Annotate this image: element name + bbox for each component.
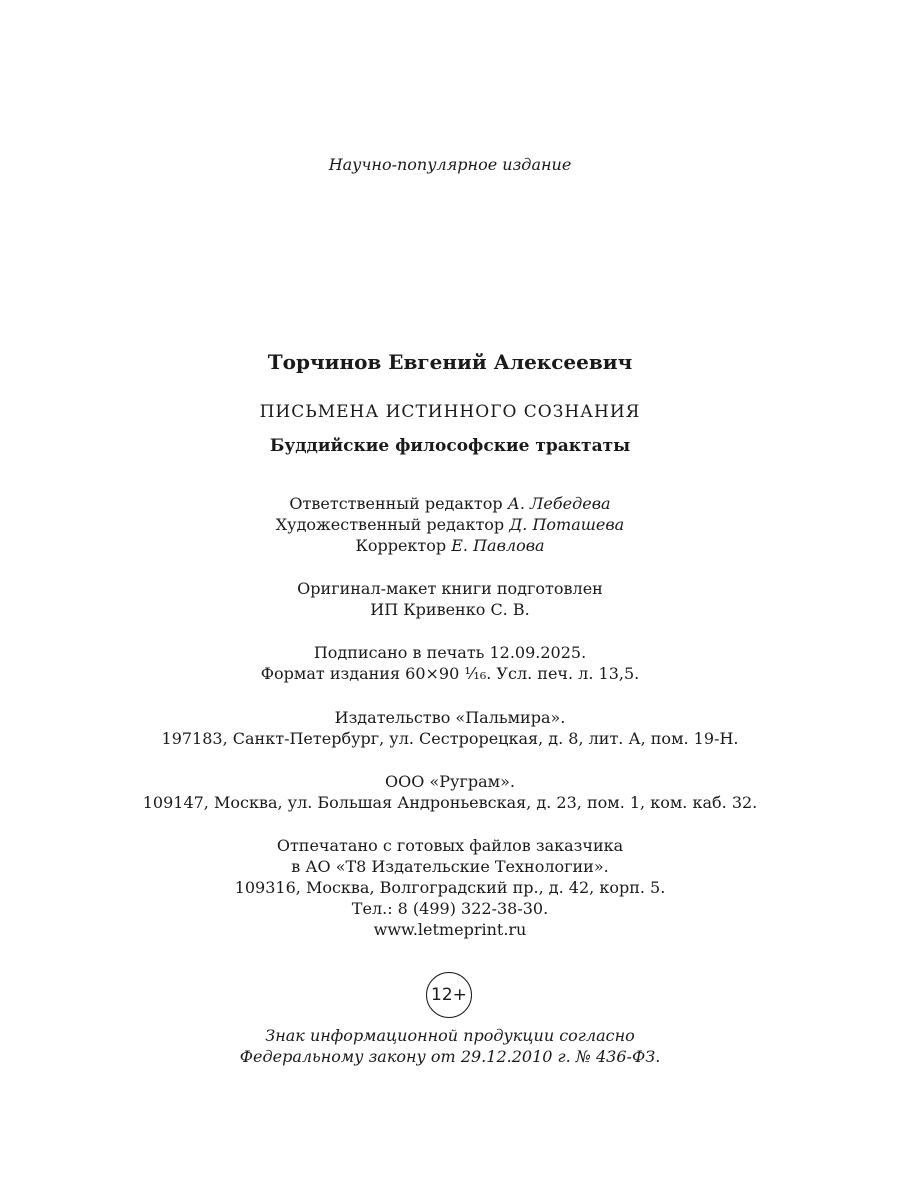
- printer-line2: в АО «Т8 Издательские Технологии».: [291, 857, 609, 876]
- layout-prepared-line1: Оригинал-макет книги подготовлен: [297, 579, 603, 598]
- art-editor: [0, 514, 900, 536]
- printer-address: 109316, Москва, Волгоградский пр., д. 42, корп. 5.: [234, 878, 666, 897]
- corrector-label: Корректор: [355, 536, 447, 555]
- responsible-editor-label: Ответственный редактор: [289, 494, 503, 513]
- responsible-editor-name: А. Лебедева: [507, 494, 611, 513]
- info-sign-line2: Федеральному закону от 29.12.2010 г. № 436-ФЗ.: [239, 1047, 661, 1066]
- responsible-editor: [0, 493, 900, 515]
- printer-website: www.letmeprint.ru: [373, 920, 527, 939]
- book-subtitle: Буддийские философские трактаты: [269, 436, 631, 456]
- edition-type: Научно-популярное издание: [328, 155, 572, 174]
- age-rating-text: 12+: [431, 985, 467, 1005]
- publisher-name: Издательство «Пальмира».: [334, 708, 566, 727]
- age-rating-badge: [426, 972, 472, 1018]
- print-format: Формат издания 60×90 ¹⁄₁₆. Усл. печ. л. 13,5.: [260, 664, 640, 683]
- corrector: [0, 535, 900, 557]
- art-editor-name: Д. Поташева: [509, 515, 625, 534]
- printer-line1: Отпечатано с готовых файлов заказчика: [276, 836, 624, 855]
- author-name: Торчинов Евгений Алексеевич: [267, 350, 633, 374]
- publisher-address: 197183, Санкт-Петербург, ул. Сестрорецкая, д. 8, лит. А, пом. 19-Н.: [161, 729, 739, 748]
- layout-prepared-line2: ИП Кривенко С. В.: [370, 600, 530, 619]
- print-signed: Подписано в печать 12.09.2025.: [313, 643, 587, 662]
- art-editor-label: Художественный редактор: [275, 515, 505, 534]
- printer-phone: Тел.: 8 (499) 322-38-30.: [351, 899, 549, 918]
- company-name: ООО «Руграм».: [385, 772, 515, 791]
- corrector-name: Е. Павлова: [451, 536, 545, 555]
- info-sign-line1: Знак информационной продукции согласно: [265, 1026, 635, 1045]
- company-address: 109147, Москва, ул. Большая Андроньевская, д. 23, пом. 1, ком. каб. 32.: [142, 793, 758, 812]
- book-title: ПИСЬМЕНА ИСТИННОГО СОЗНАНИЯ: [259, 402, 641, 422]
